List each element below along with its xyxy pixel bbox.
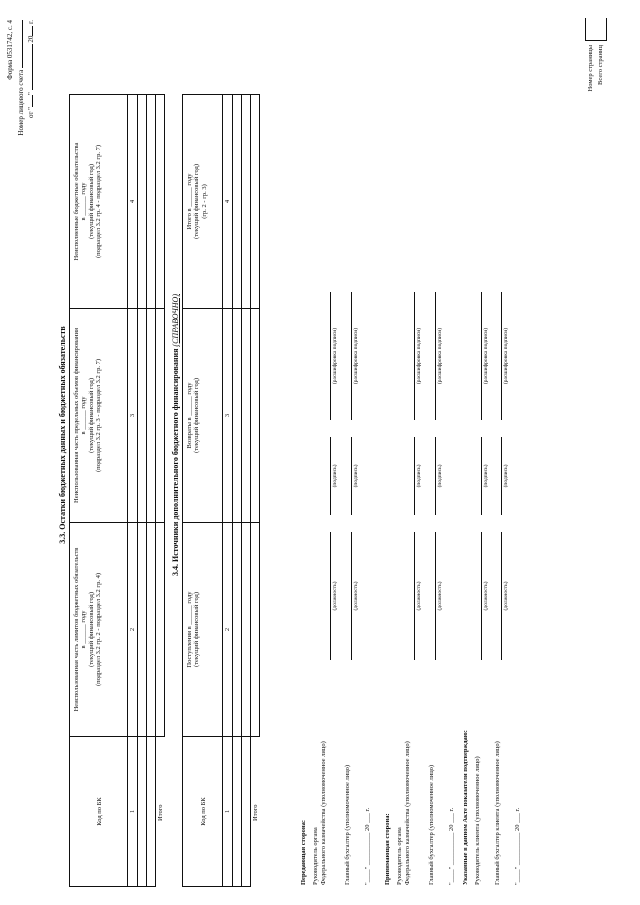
position-line[interactable]	[330, 532, 331, 660]
date-year-field[interactable]	[26, 26, 33, 36]
position-line[interactable]	[481, 532, 482, 660]
decoding-line[interactable]	[351, 292, 352, 420]
column-header-line: (подраздел 3.2 гр. 2 - подраздел 3.2 гр. 4)	[95, 572, 103, 687]
column-header	[70, 523, 128, 737]
table-cell[interactable]	[138, 309, 147, 523]
table-cell[interactable]	[147, 309, 156, 523]
total-label: Итого	[156, 737, 165, 887]
receiving-head-label-2: Федерального казначейства (уполномоченное лицо)	[404, 741, 411, 885]
column-header-line: (текущий финансовый год)	[193, 163, 201, 240]
signature-caption: (подпись)	[503, 464, 509, 488]
column-number: 1	[128, 737, 138, 887]
column-number: 2	[223, 523, 233, 737]
table-cell[interactable]	[233, 95, 242, 309]
section-33-header-row	[70, 95, 128, 887]
total-row	[251, 95, 260, 887]
section-33-table	[69, 94, 165, 887]
table-cell[interactable]	[233, 737, 242, 887]
decoding-caption: (расшифровка подписи)	[437, 327, 443, 385]
signature-caption: (подпись)	[483, 464, 489, 488]
table-cell[interactable]	[242, 309, 251, 523]
signature-line[interactable]	[481, 437, 482, 515]
column-number: 3	[128, 309, 138, 523]
receiving-accountant-label: Главный бухгалтер (уполномоченное лицо)	[428, 764, 435, 885]
date-year-suffix: г.	[27, 20, 35, 24]
transferring-date[interactable]: "____" __________ 20 ___ г.	[364, 807, 371, 885]
transferring-accountant-label: Главный бухгалтер (уполномоченное лицо)	[344, 764, 351, 885]
table-cell[interactable]	[242, 95, 251, 309]
column-header-line: в ______ году	[80, 396, 88, 435]
receiving-head-label-1: Руководитель органа	[396, 827, 403, 885]
table-cell[interactable]	[147, 523, 156, 737]
decoding-line[interactable]	[330, 292, 331, 420]
column-number: 1	[223, 737, 233, 887]
table-cell[interactable]	[251, 309, 260, 523]
column-number: 4	[223, 95, 233, 309]
column-header-line: Поступления в ______ году	[186, 591, 193, 668]
account-date-line	[26, 20, 35, 320]
table-cell[interactable]	[251, 95, 260, 309]
signature-caption: (подпись)	[332, 464, 338, 488]
table-cell[interactable]	[251, 523, 260, 737]
column-header-line: Неиспользованная часть предельных объемов финансирования	[73, 328, 80, 503]
position-line[interactable]	[351, 532, 352, 660]
column-header	[183, 309, 223, 523]
table-cell[interactable]	[233, 523, 242, 737]
signature-caption: (подпись)	[353, 464, 359, 488]
decoding-caption: (расшифровка подписи)	[332, 327, 338, 385]
column-header	[183, 737, 223, 887]
column-header-line: Неиспользованная часть лимитов бюджетных обязательств	[73, 547, 80, 712]
column-header-line: (текущий финансовый год)	[87, 163, 95, 240]
total-pages-label: Всего страниц	[597, 45, 604, 85]
table-cell[interactable]	[156, 523, 165, 737]
decoding-caption: (расшифровка подписи)	[503, 327, 509, 385]
signature-caption: (подпись)	[437, 464, 443, 488]
transferring-head-label-1: Руководитель органа	[312, 827, 319, 885]
column-header	[70, 309, 128, 523]
transferring-heading: Передающая сторона:	[300, 819, 307, 885]
column-header	[70, 95, 128, 309]
receiving-heading: Принимающая сторона:	[384, 813, 391, 885]
date-year-prefix: 20	[27, 35, 35, 43]
decoding-line[interactable]	[501, 292, 502, 420]
table-row	[147, 95, 156, 887]
confirm-head-label: Руководитель клиента (уполномоченное лицо)	[474, 756, 481, 885]
table-cell[interactable]	[138, 737, 147, 887]
position-caption: (должность)	[332, 581, 338, 611]
section-34-title	[171, 85, 180, 785]
date-day-field[interactable]	[26, 95, 33, 107]
receiving-date[interactable]: "____" __________ 20 ___ г.	[448, 807, 455, 885]
decoding-caption: (расшифровка подписи)	[483, 327, 489, 385]
account-number-label: Номер лицевого счета	[17, 69, 25, 136]
signature-line[interactable]	[414, 437, 415, 515]
column-number: 2	[128, 523, 138, 737]
confirm-accountant-label: Главный бухгалтер клиента (уполномоченное лицо)	[494, 741, 501, 885]
column-header	[183, 95, 223, 309]
date-quote: "	[27, 92, 35, 95]
table-cell[interactable]	[147, 737, 156, 887]
decoding-line[interactable]	[414, 292, 415, 420]
section-34-header-row	[183, 95, 223, 887]
table-cell[interactable]	[233, 309, 242, 523]
form-code: Форма 0531742, с. 4	[6, 20, 14, 80]
column-header-line: (текущий финансовый год)	[193, 377, 201, 454]
column-header	[183, 523, 223, 737]
position-caption: (должность)	[353, 581, 359, 611]
section-34-number-row	[223, 95, 233, 887]
table-cell[interactable]	[242, 523, 251, 737]
column-header-line: (текущий финансовый год)	[193, 591, 201, 668]
column-header-line: (гр. 2 - гр. 3)	[200, 184, 208, 219]
position-line[interactable]	[414, 532, 415, 660]
section-34-table	[182, 94, 260, 887]
column-number: 4	[128, 95, 138, 309]
signature-line[interactable]	[351, 437, 352, 515]
table-cell[interactable]	[147, 95, 156, 309]
column-header-line: Код по БК	[96, 797, 104, 826]
position-caption: (должность)	[437, 581, 443, 611]
column-header-line: Возвраты в ______ году	[186, 382, 193, 449]
column-header-line: в ______ году	[80, 610, 88, 649]
column-header-line: (подраздел 3.2 гр. 3 - подраздел 3.2 гр. 7)	[95, 358, 103, 473]
position-caption: (должность)	[503, 581, 509, 611]
total-row	[156, 95, 165, 887]
table-cell[interactable]	[242, 737, 251, 887]
confirm-heading: Указанные в данном Акте показатели подтверждаю:	[462, 730, 469, 885]
signature-line[interactable]	[501, 437, 502, 515]
confirm-date[interactable]: "____" __________ 20 ___ г.	[514, 807, 521, 885]
page-number-label: Номер страницы	[587, 45, 594, 92]
position-caption: (должность)	[483, 581, 489, 611]
table-cell[interactable]	[138, 523, 147, 737]
page-number-box[interactable]	[585, 18, 607, 41]
decoding-caption: (расшифровка подписи)	[416, 327, 422, 385]
table-row	[233, 95, 242, 887]
column-header	[70, 737, 128, 887]
total-label: Итого	[251, 737, 260, 887]
column-header-line: (текущий финансовый год)	[87, 591, 95, 668]
transferring-head-label-2: Федерального казначейства (уполномоченное лицо)	[320, 741, 327, 885]
position-line[interactable]	[435, 532, 436, 660]
account-number-field[interactable]	[16, 20, 23, 68]
table-row	[138, 95, 147, 887]
date-prefix: от "	[27, 106, 35, 119]
column-header-line: в ______ году	[80, 182, 88, 221]
position-caption: (должность)	[416, 581, 422, 611]
column-header-line: Неисполненные бюджетные обязательства	[73, 142, 80, 261]
table-cell[interactable]	[156, 309, 165, 523]
signature-caption: (подпись)	[416, 464, 422, 488]
position-line[interactable]	[501, 532, 502, 660]
account-number-line	[16, 20, 25, 320]
decoding-caption: (расшифровка подписи)	[353, 327, 359, 385]
section-33-number-row	[128, 95, 138, 887]
section-34-title-main: 3.4. Источники дополнительного бюджетного финансирования	[171, 348, 180, 576]
table-cell[interactable]	[156, 95, 165, 309]
column-header-line: Итого в ______ году	[186, 173, 193, 230]
column-header-line: (текущий финансовый год)	[87, 377, 95, 454]
column-header-line: Код по БК	[200, 797, 208, 826]
section-33-title: 3.3. Остатки бюджетных данных и бюджетных обязательств	[58, 326, 67, 544]
decoding-line[interactable]	[481, 292, 482, 420]
table-cell[interactable]	[138, 95, 147, 309]
signature-line[interactable]	[435, 437, 436, 515]
decoding-line[interactable]	[435, 292, 436, 420]
column-number: 3	[223, 309, 233, 523]
section-34-title-note: (СПРАВОЧНО)	[171, 294, 180, 347]
signature-line[interactable]	[330, 437, 331, 515]
column-header-line: (подраздел 3.2 гр. 4 - подраздел 3.2 гр. 7)	[95, 144, 103, 259]
table-row	[242, 95, 251, 887]
date-month-field[interactable]	[26, 44, 33, 90]
